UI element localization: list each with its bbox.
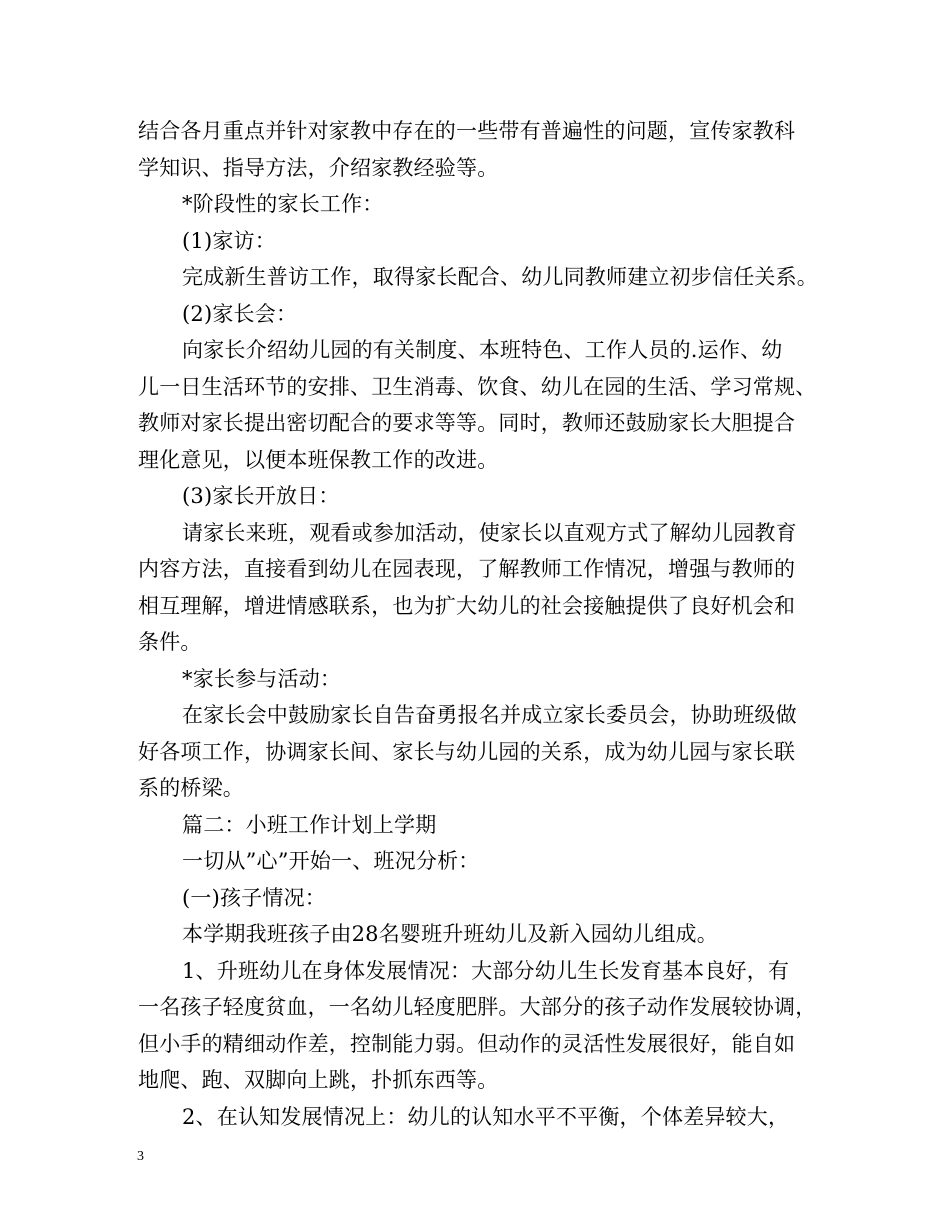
text-line: 系的桥梁。	[138, 776, 244, 800]
text-line: 理化意见，以便本班保教工作的改进。	[138, 447, 499, 472]
text-line: (一)孩子情况：	[182, 885, 326, 910]
text-line: 本学期我班孩子由28名婴班升班幼儿及新入园幼儿组成。	[182, 922, 718, 946]
text-line: 学知识、指导方法，介绍家教经验等。	[138, 155, 499, 180]
text-line: 但小手的精细动作差，控制能力弱。但动作的灵活性发展很好，能自如	[138, 1031, 796, 1056]
text-line: 好各项工作，协调家长间、家长与幼儿园的关系，成为幼儿园与家长联	[138, 739, 796, 764]
text-line: (1)家访：	[182, 228, 276, 253]
text-line: 向家长介绍幼儿园的有关制度、本班特色、工作人员的.运作、幼	[182, 338, 783, 362]
text-line: 教师对家长提出密切配合的要求等等。同时，教师还鼓励家长大胆提合	[138, 411, 796, 435]
text-line: (2)家长会：	[182, 301, 298, 326]
text-line: 请家长来班，观看或参加活动，使家长以直观方式了解幼儿园教育	[182, 520, 797, 545]
text-line: (3)家长开放日：	[182, 484, 340, 508]
page-number: 3	[137, 1149, 144, 1164]
text-line: 儿一日生活环节的安排、卫生消毒、饮食、幼儿在园的生活、学习常规、	[138, 374, 817, 399]
text-line: 地爬、跑、双脚向上跳，扑抓东西等。	[138, 1068, 499, 1092]
text-line: 在家长会中鼓励家长自告奋勇报名并成立家长委员会，协助班级做	[182, 703, 797, 727]
text-line: 一切从”心”开始一、班况分析：	[182, 849, 480, 873]
text-line: 2、在认知发展情况上：幼儿的认知水平不平衡，个体差异较大，	[182, 1104, 790, 1129]
text-line: 相互理解，增进情感联系，也为扩大幼儿的社会接触提供了良好机会和	[138, 593, 796, 618]
text-line: 一名孩子轻度贫血，一名幼儿轻度肥胖。大部分的孩子动作发展较协调，	[138, 995, 817, 1019]
text-line: 篇二：小班工作计划上学期	[182, 812, 437, 837]
text-line: 1、升班幼儿在身体发展情况：大部分幼儿生长发育基本良好，有	[182, 958, 790, 983]
text-line: 完成新生普访工作，取得家长配合、幼儿同教师建立初步信任关系。	[182, 265, 818, 289]
text-line: *家长参与活动：	[182, 666, 342, 691]
document-body	[138, 113, 828, 1135]
text-line: 结合各月重点并针对家教中存在的一些带有普遍性的问题，宣传家教科	[138, 119, 796, 143]
text-line: *阶段性的家长工作：	[182, 192, 384, 216]
text-line: 条件。	[138, 630, 202, 654]
text-line: 内容方法，直接看到幼儿在园表现，了解教师工作情况，增强与教师的	[138, 557, 796, 581]
